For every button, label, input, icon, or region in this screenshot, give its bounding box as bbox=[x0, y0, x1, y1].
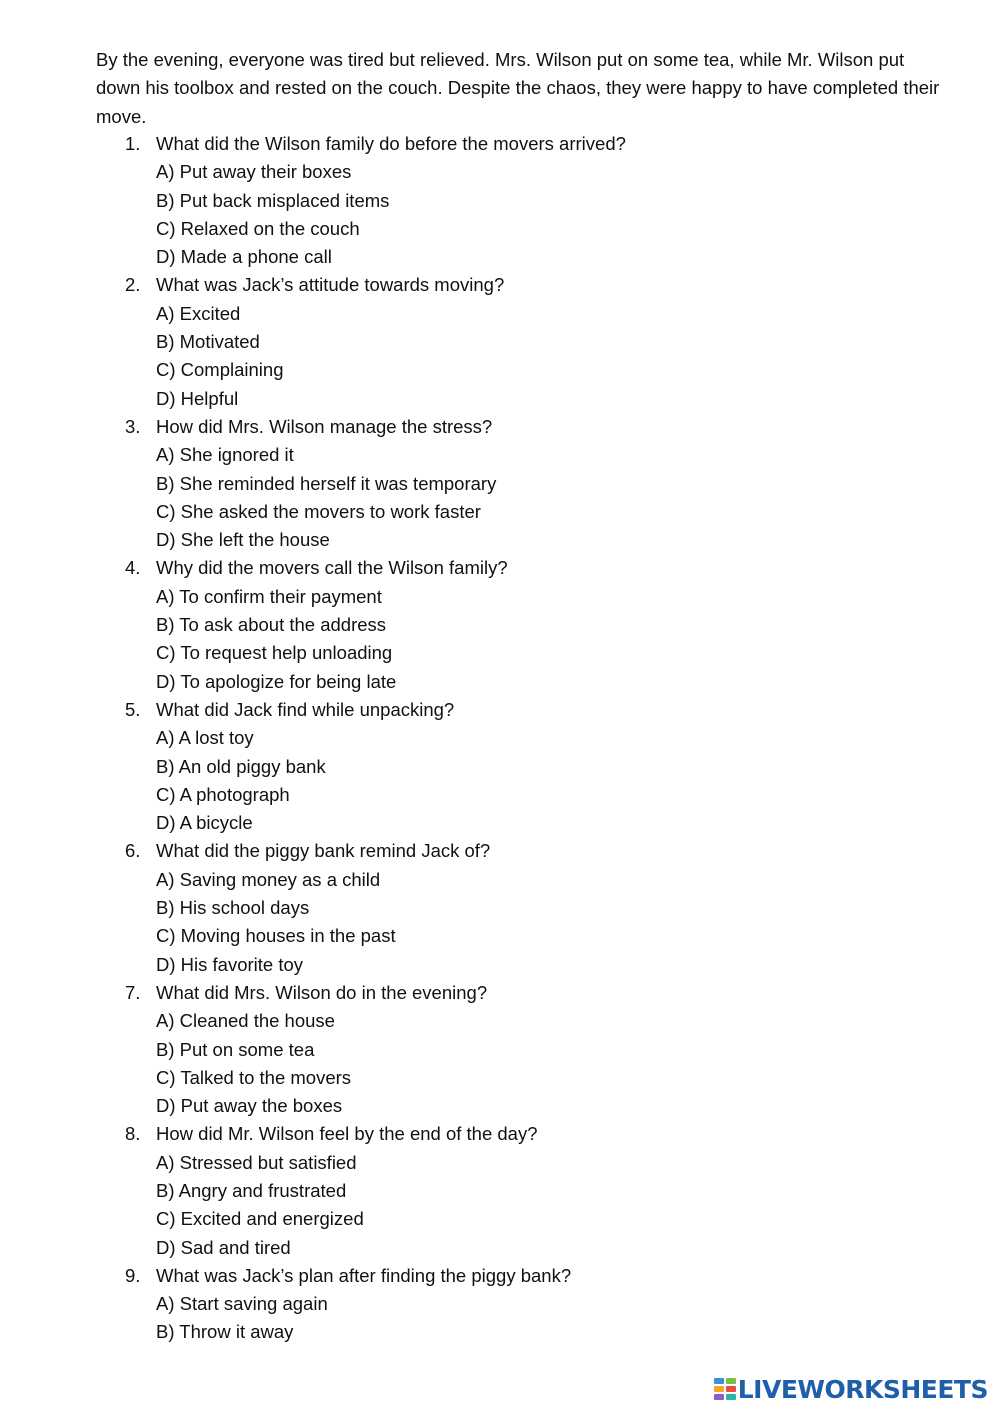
answer-option: C) Relaxed on the couch bbox=[156, 217, 360, 239]
liveworksheets-logo-icon bbox=[714, 1378, 736, 1400]
answer-option: B) Put on some tea bbox=[156, 1038, 315, 1060]
answer-option: B) An old piggy bank bbox=[156, 755, 326, 777]
answer-option: C) Talked to the movers bbox=[156, 1066, 352, 1088]
answer-option: D) Put away the boxes bbox=[156, 1095, 343, 1117]
question-number: 4. bbox=[125, 557, 141, 579]
answer-option: D) Made a phone call bbox=[156, 246, 332, 268]
question-list bbox=[0, 130, 1000, 1347]
question-item bbox=[0, 1120, 1000, 1261]
question-number: 5. bbox=[125, 698, 141, 720]
question-item bbox=[0, 1262, 1000, 1347]
question-line bbox=[0, 130, 1000, 158]
intro-paragraph: By the evening, everyone was tired but relieved. Mrs. Wilson put on some tea, while Mr. Wilson put down his toolbox and rested on the couch. Despite the chaos, they were happy to have completed their move. bbox=[96, 49, 940, 127]
question-item bbox=[0, 979, 1000, 1120]
answer-option: B) Motivated bbox=[156, 331, 260, 353]
answer-option: B) His school days bbox=[156, 897, 310, 919]
question-number: 2. bbox=[125, 274, 141, 296]
question-line bbox=[0, 413, 1000, 441]
question-number: 8. bbox=[125, 1123, 141, 1145]
question-text: What was Jack’s attitude towards moving? bbox=[156, 274, 505, 296]
answer-option: D) Sad and tired bbox=[156, 1236, 291, 1258]
answer-option: A) A lost toy bbox=[156, 727, 254, 749]
answer-option: A) Put away their boxes bbox=[156, 161, 352, 183]
question-text: What did Mrs. Wilson do in the evening? bbox=[156, 981, 488, 1003]
answer-option: A) Excited bbox=[156, 302, 241, 324]
answer-option: C) Moving houses in the past bbox=[156, 925, 396, 947]
question-number: 1. bbox=[125, 133, 141, 154]
answer-option: A) Start saving again bbox=[156, 1293, 328, 1315]
question-text: What did Jack find while unpacking? bbox=[156, 698, 455, 720]
answer-option: D) To apologize for being late bbox=[156, 670, 397, 692]
question-number: 3. bbox=[125, 415, 141, 437]
question-text: What did the piggy bank remind Jack of? bbox=[156, 840, 491, 862]
question-line bbox=[0, 696, 1000, 724]
answer-option: C) To request help unloading bbox=[156, 642, 393, 664]
answer-option: C) Complaining bbox=[156, 359, 284, 381]
question-line bbox=[0, 979, 1000, 1007]
liveworksheets-logo-text: LIVEWORKSHEETS bbox=[737, 1374, 988, 1404]
answer-option: D) She left the house bbox=[156, 529, 330, 551]
question-text: How did Mr. Wilson feel by the end of the day? bbox=[156, 1123, 538, 1145]
question-number: 7. bbox=[125, 981, 141, 1003]
question-item bbox=[0, 413, 1000, 554]
question-item bbox=[0, 696, 1000, 837]
liveworksheets-logo bbox=[714, 1374, 988, 1404]
question-text: Why did the movers call the Wilson family? bbox=[156, 557, 508, 579]
question-item bbox=[0, 554, 1000, 695]
question-text: What did the Wilson family do before the movers arrived? bbox=[156, 133, 626, 154]
question-line bbox=[0, 271, 1000, 299]
answer-option: A) Saving money as a child bbox=[156, 868, 381, 890]
answer-option: B) To ask about the address bbox=[156, 614, 387, 636]
answer-option: D) Helpful bbox=[156, 387, 239, 409]
question-line bbox=[0, 554, 1000, 582]
answer-option: C) Excited and energized bbox=[156, 1208, 364, 1230]
answer-option: A) She ignored it bbox=[156, 444, 294, 466]
question-number: 9. bbox=[125, 1264, 141, 1286]
answer-option: D) His favorite toy bbox=[156, 953, 304, 975]
question-line bbox=[0, 1120, 1000, 1148]
answer-option: A) To confirm their payment bbox=[156, 585, 382, 607]
answer-option: B) She reminded herself it was temporary bbox=[156, 472, 497, 494]
question-item bbox=[0, 271, 1000, 412]
question-item bbox=[0, 130, 1000, 271]
question-text: What was Jack’s plan after finding the piggy bank? bbox=[156, 1264, 572, 1286]
question-line bbox=[0, 1262, 1000, 1290]
answer-option: D) A bicycle bbox=[156, 812, 253, 834]
question-item bbox=[0, 837, 1000, 978]
question-number: 6. bbox=[125, 840, 141, 862]
answer-option: B) Angry and frustrated bbox=[156, 1179, 347, 1201]
answer-option: B) Put back misplaced items bbox=[156, 189, 390, 211]
answer-option: C) A photograph bbox=[156, 783, 290, 805]
answer-option: C) She asked the movers to work faster bbox=[156, 500, 481, 522]
question-line bbox=[0, 837, 1000, 865]
question-text: How did Mrs. Wilson manage the stress? bbox=[156, 415, 493, 437]
answer-option: A) Cleaned the house bbox=[156, 1010, 335, 1032]
answer-option: B) Throw it away bbox=[156, 1321, 294, 1343]
answer-option: A) Stressed but satisfied bbox=[156, 1151, 357, 1173]
